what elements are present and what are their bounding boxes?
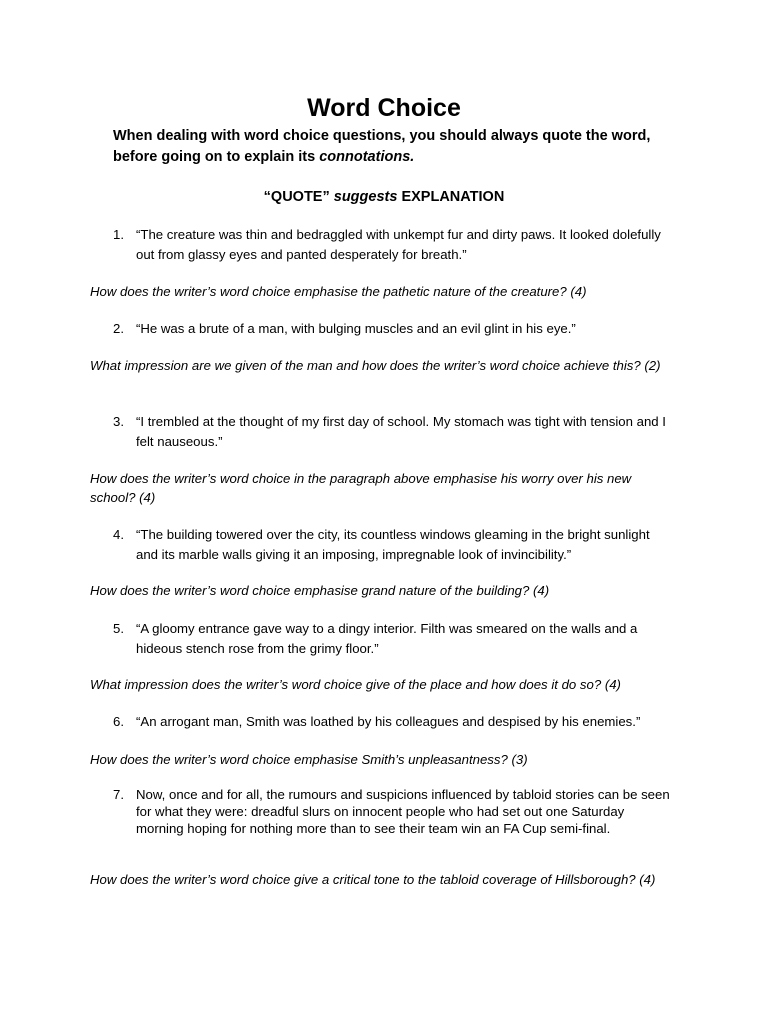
intro-paragraph: [113, 126, 693, 168]
item-number: 2.: [113, 321, 124, 336]
formula-explanation: EXPLANATION: [397, 189, 505, 205]
question: How does the writer’s word choice emphasise Smith’s unpleasantness? (3): [90, 752, 528, 767]
intro-emphasis: connotations.: [319, 149, 415, 165]
list-item: [113, 319, 673, 339]
item-text: “I trembled at the thought of my first day of school. My stomach was tight with tension and I felt nauseous.”: [136, 414, 666, 449]
item-number: 1.: [113, 227, 124, 242]
intro-text: When dealing with word choice questions, you should always quote the word, before going on to explain its: [113, 128, 651, 165]
item-text: “He was a brute of a man, with bulging muscles and an evil glint in his eye.”: [136, 321, 576, 336]
item-text: Now, once and for all, the rumours and suspicions influenced by tabloid stories can be seen for what they were: dreadful slurs on innocent people who had set out one Saturday morning hoping for nothing more than to see their team win an FA Cup semi-final.: [136, 787, 670, 836]
question: How does the writer’s word choice emphasise grand nature of the building? (4): [90, 583, 550, 598]
item-number: 5.: [113, 621, 124, 636]
list-item: [113, 525, 673, 564]
list-item: [113, 712, 673, 732]
item-text: “The creature was thin and bedraggled with unkempt fur and dirty paws. It looked dolefully out from glassy eyes and panted desperately for breath.”: [136, 227, 661, 262]
item-number: 3.: [113, 414, 124, 429]
item-text: “An arrogant man, Smith was loathed by his colleagues and despised by his enemies.”: [136, 714, 641, 729]
item-text: “A gloomy entrance gave way to a dingy interior. Filth was smeared on the walls and a hideous stench rose from the grimy floor.”: [136, 621, 638, 656]
formula-heading: [0, 187, 768, 207]
question: What impression does the writer’s word choice give of the place and how does it do so? (4): [90, 677, 621, 692]
list-item: [113, 225, 673, 264]
list-item: [113, 787, 673, 837]
formula-quote: “QUOTE”: [263, 189, 334, 205]
list-item: [113, 412, 673, 451]
question: How does the writer’s word choice give a critical tone to the tabloid coverage of Hillsborough? (4): [90, 872, 656, 887]
question: How does the writer’s word choice emphasise the pathetic nature of the creature? (4): [90, 284, 587, 299]
item-number: 4.: [113, 527, 124, 542]
item-number: 6.: [113, 714, 124, 729]
page-title: Word Choice: [307, 94, 461, 122]
question: How does the writer’s word choice in the paragraph above emphasise his worry over his new school? (4): [90, 471, 632, 505]
item-text: “The building towered over the city, its countless windows gleaming in the bright sunlight and its marble walls giving it an imposing, impregnable look of invincibility.”: [136, 527, 650, 562]
question: What impression are we given of the man and how does the writer’s word choice achieve this? (2): [90, 358, 661, 373]
item-number: 7.: [113, 787, 124, 802]
list-item: [113, 619, 673, 658]
formula-verb: suggests: [333, 189, 398, 205]
